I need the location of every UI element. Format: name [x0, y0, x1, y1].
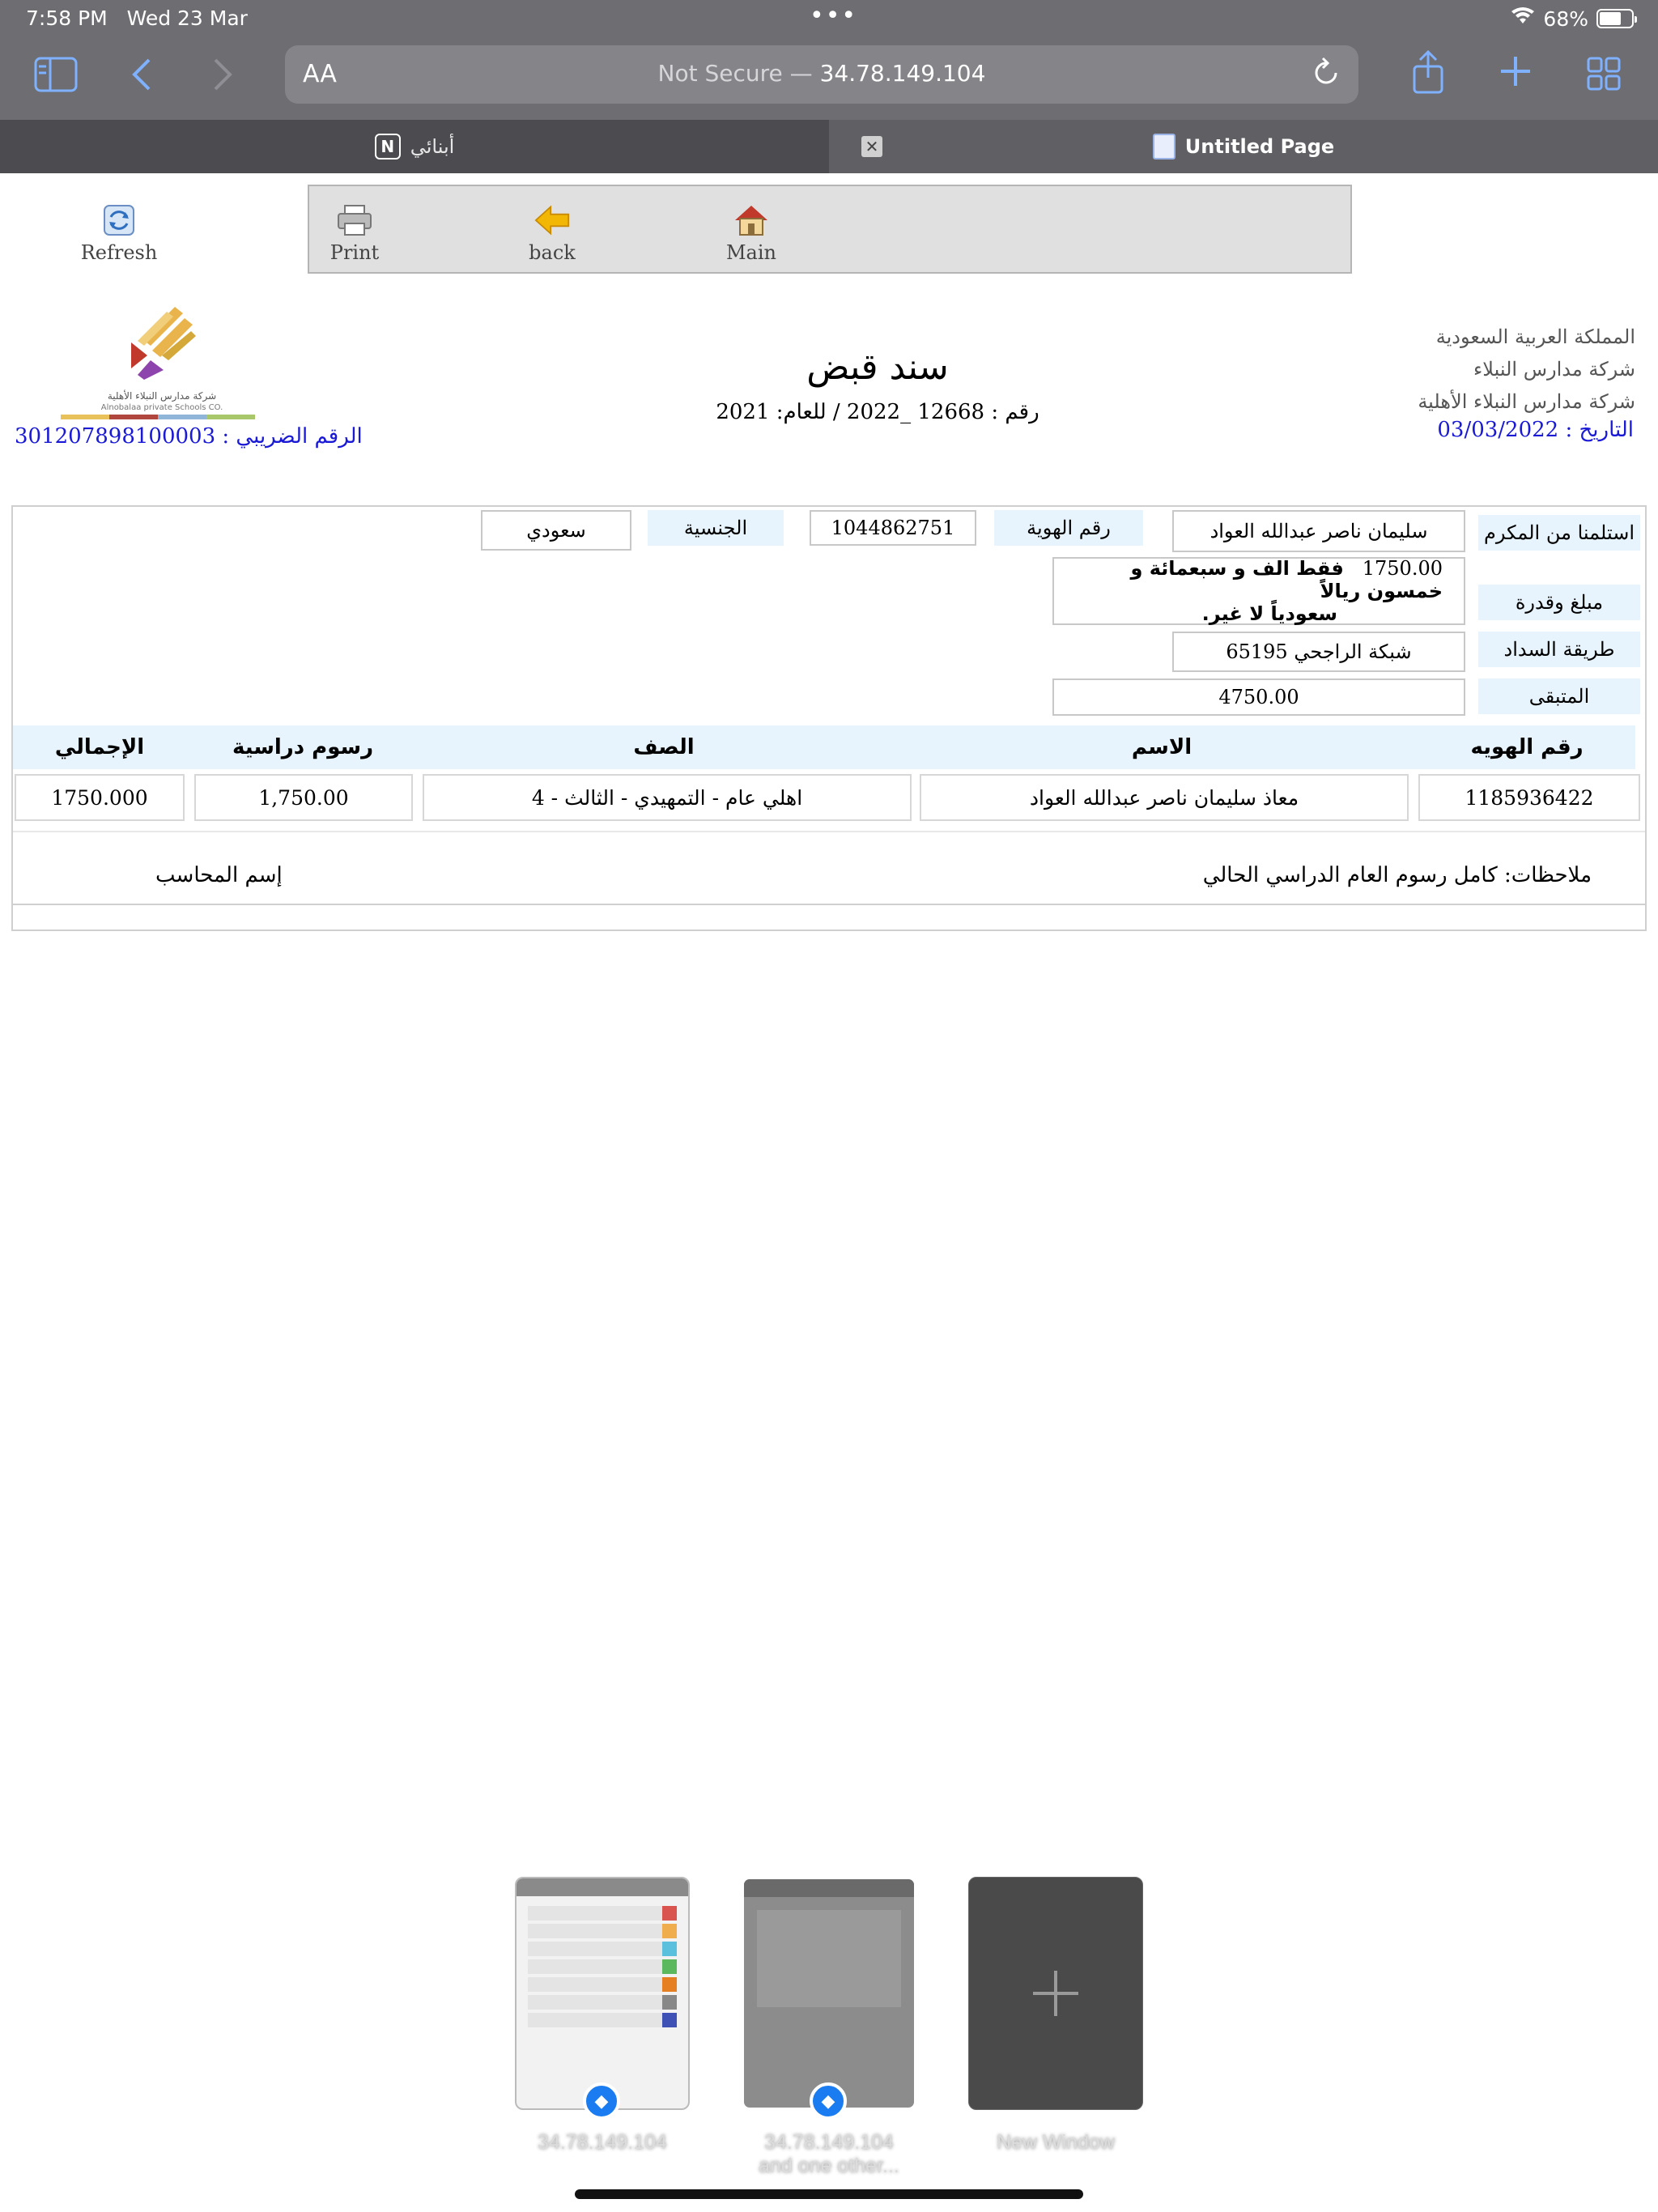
battery-icon	[1596, 9, 1634, 28]
receipt-title: سند قبض	[806, 347, 949, 388]
tab-bar	[0, 120, 1658, 173]
reader-aa-button[interactable]: AA	[303, 60, 337, 88]
home-icon	[733, 204, 769, 236]
accountant-name-label: إسم المحاسب	[155, 863, 283, 887]
main-button[interactable]: Main	[695, 204, 808, 264]
svg-text:Alnobalaa private Schools CO.: Alnobalaa private Schools CO.	[100, 403, 223, 412]
nationality-label: الجنسية	[648, 510, 784, 546]
nationality-value: سعودي	[481, 510, 631, 551]
back-button[interactable]: back	[495, 204, 609, 264]
tax-number: الرقم الضريبي : 301207898100003	[15, 424, 363, 449]
notion-favicon-icon: N	[375, 134, 401, 160]
org-line: المملكة العربية السعودية	[1435, 325, 1635, 348]
printer-icon	[337, 204, 372, 236]
id-label: رقم الهوية	[994, 510, 1143, 546]
status-right	[1511, 6, 1634, 31]
sidebar-toggle-icon[interactable]	[34, 57, 78, 99]
amount-words: فقط الف و سبعمائة و خمسون ريالاً	[1130, 557, 1443, 602]
wifi-icon	[1511, 6, 1535, 31]
tab-label: أبنائي	[410, 135, 455, 158]
forward-nav-icon[interactable]	[210, 55, 235, 100]
url-text[interactable]	[285, 60, 1358, 87]
col-header-id: رقم الهويه	[1470, 735, 1584, 759]
window-card-1[interactable]	[515, 1877, 690, 2110]
cell-fees: 1,750.00	[194, 774, 413, 821]
window-card-2-sublabel: and one other...	[759, 2155, 899, 2177]
window-card-1-label: 34.78.149.104	[538, 2131, 667, 2154]
new-tab-plus-icon[interactable]	[1498, 53, 1533, 96]
cell-id: 1185936422	[1418, 774, 1640, 821]
tab-untitled-page[interactable]	[829, 120, 1658, 173]
amount-label: مبلغ وقدرة	[1478, 585, 1640, 620]
col-header-fees: رسوم دراسية	[232, 735, 374, 759]
back-arrow-icon	[534, 204, 570, 236]
receipt-form	[11, 505, 1647, 931]
tab-label: Untitled Page	[1184, 135, 1335, 158]
new-window-card[interactable]	[968, 1877, 1143, 2110]
page-favicon-icon	[1153, 134, 1175, 160]
status-bar	[0, 0, 1658, 39]
payment-method-label: طريقة السداد	[1478, 632, 1640, 667]
share-icon[interactable]	[1412, 50, 1444, 102]
remarks-text: ملاحظات: كامل رسوم العام الدراسي الحالي	[1202, 863, 1592, 887]
payment-method-value: شبكة الراجحي 65195	[1172, 632, 1465, 672]
not-secure-label: Not Secure —	[657, 60, 813, 87]
safari-icon: ◆	[810, 2082, 847, 2120]
col-header-total: الإجمالي	[54, 735, 145, 759]
window-thumbnail	[517, 1896, 688, 2037]
org-line: شركة مدارس النبلاء الأهلية	[1418, 390, 1635, 413]
new-window-label: New Window	[997, 2131, 1115, 2154]
close-tab-icon[interactable]: ✕	[861, 136, 882, 157]
col-header-class: الصف	[633, 735, 695, 759]
tab-abnai[interactable]	[0, 120, 829, 173]
cell-name: معاذ سليمان ناصر عبدالله العواد	[920, 774, 1409, 821]
remaining-label: المتبقى	[1478, 678, 1640, 714]
multitasking-dots-icon[interactable]: •••	[810, 2, 858, 30]
window-card-2-label: 34.78.149.104 and one other...	[716, 2131, 942, 2178]
back-nav-icon[interactable]	[130, 55, 154, 100]
refresh-icon	[101, 204, 137, 236]
remaining-value: 4750.00	[1052, 678, 1465, 716]
cell-class: اهلي عام - التمهيدي - الثالث - 4	[423, 774, 912, 821]
battery-percent: 68%	[1543, 6, 1588, 31]
tab-overview-icon[interactable]	[1587, 57, 1621, 97]
col-header-name: الاسم	[1131, 735, 1192, 759]
status-date: Wed 23 Mar	[126, 6, 248, 30]
reload-icon[interactable]	[1312, 57, 1341, 96]
url-host: 34.78.149.104	[819, 60, 986, 87]
status-time: 7:58 PM Wed 23 Mar	[26, 6, 248, 30]
home-indicator[interactable]	[575, 2189, 1083, 2199]
window-card-2[interactable]	[742, 1877, 916, 2110]
address-bar[interactable]	[285, 45, 1358, 104]
svg-text:شركة مدارس النبلاء الأهلية: شركة مدارس النبلاء الأهلية	[107, 390, 217, 402]
divider	[13, 831, 1645, 832]
plus-icon	[1030, 1967, 1082, 2019]
refresh-button[interactable]: Refresh	[62, 204, 176, 264]
cell-total: 1750.000	[15, 774, 185, 821]
received-from-value: سليمان ناصر عبدالله العواد	[1172, 510, 1465, 552]
print-button[interactable]: Print	[298, 204, 411, 264]
id-value: 1044862751	[810, 510, 976, 546]
page-toolbar	[80, 185, 1352, 274]
receipt-date: التاريخ : 03/03/2022	[1437, 418, 1634, 442]
safari-icon: ◆	[583, 2082, 620, 2120]
receipt-number: رقم : 12668 _2022 / للعام: 2021	[716, 400, 1039, 424]
amount-number: 1750.00	[1362, 557, 1443, 580]
divider	[13, 904, 1645, 905]
amount-words-cont: سعودياً لا غير.	[1201, 602, 1337, 625]
window-thumbnail	[757, 1910, 901, 2007]
org-line: شركة مدارس النبلاء	[1473, 358, 1635, 381]
amount-value	[1052, 557, 1465, 625]
received-from-label: استلمنا من المكرم	[1478, 515, 1640, 551]
school-logo	[57, 304, 267, 425]
